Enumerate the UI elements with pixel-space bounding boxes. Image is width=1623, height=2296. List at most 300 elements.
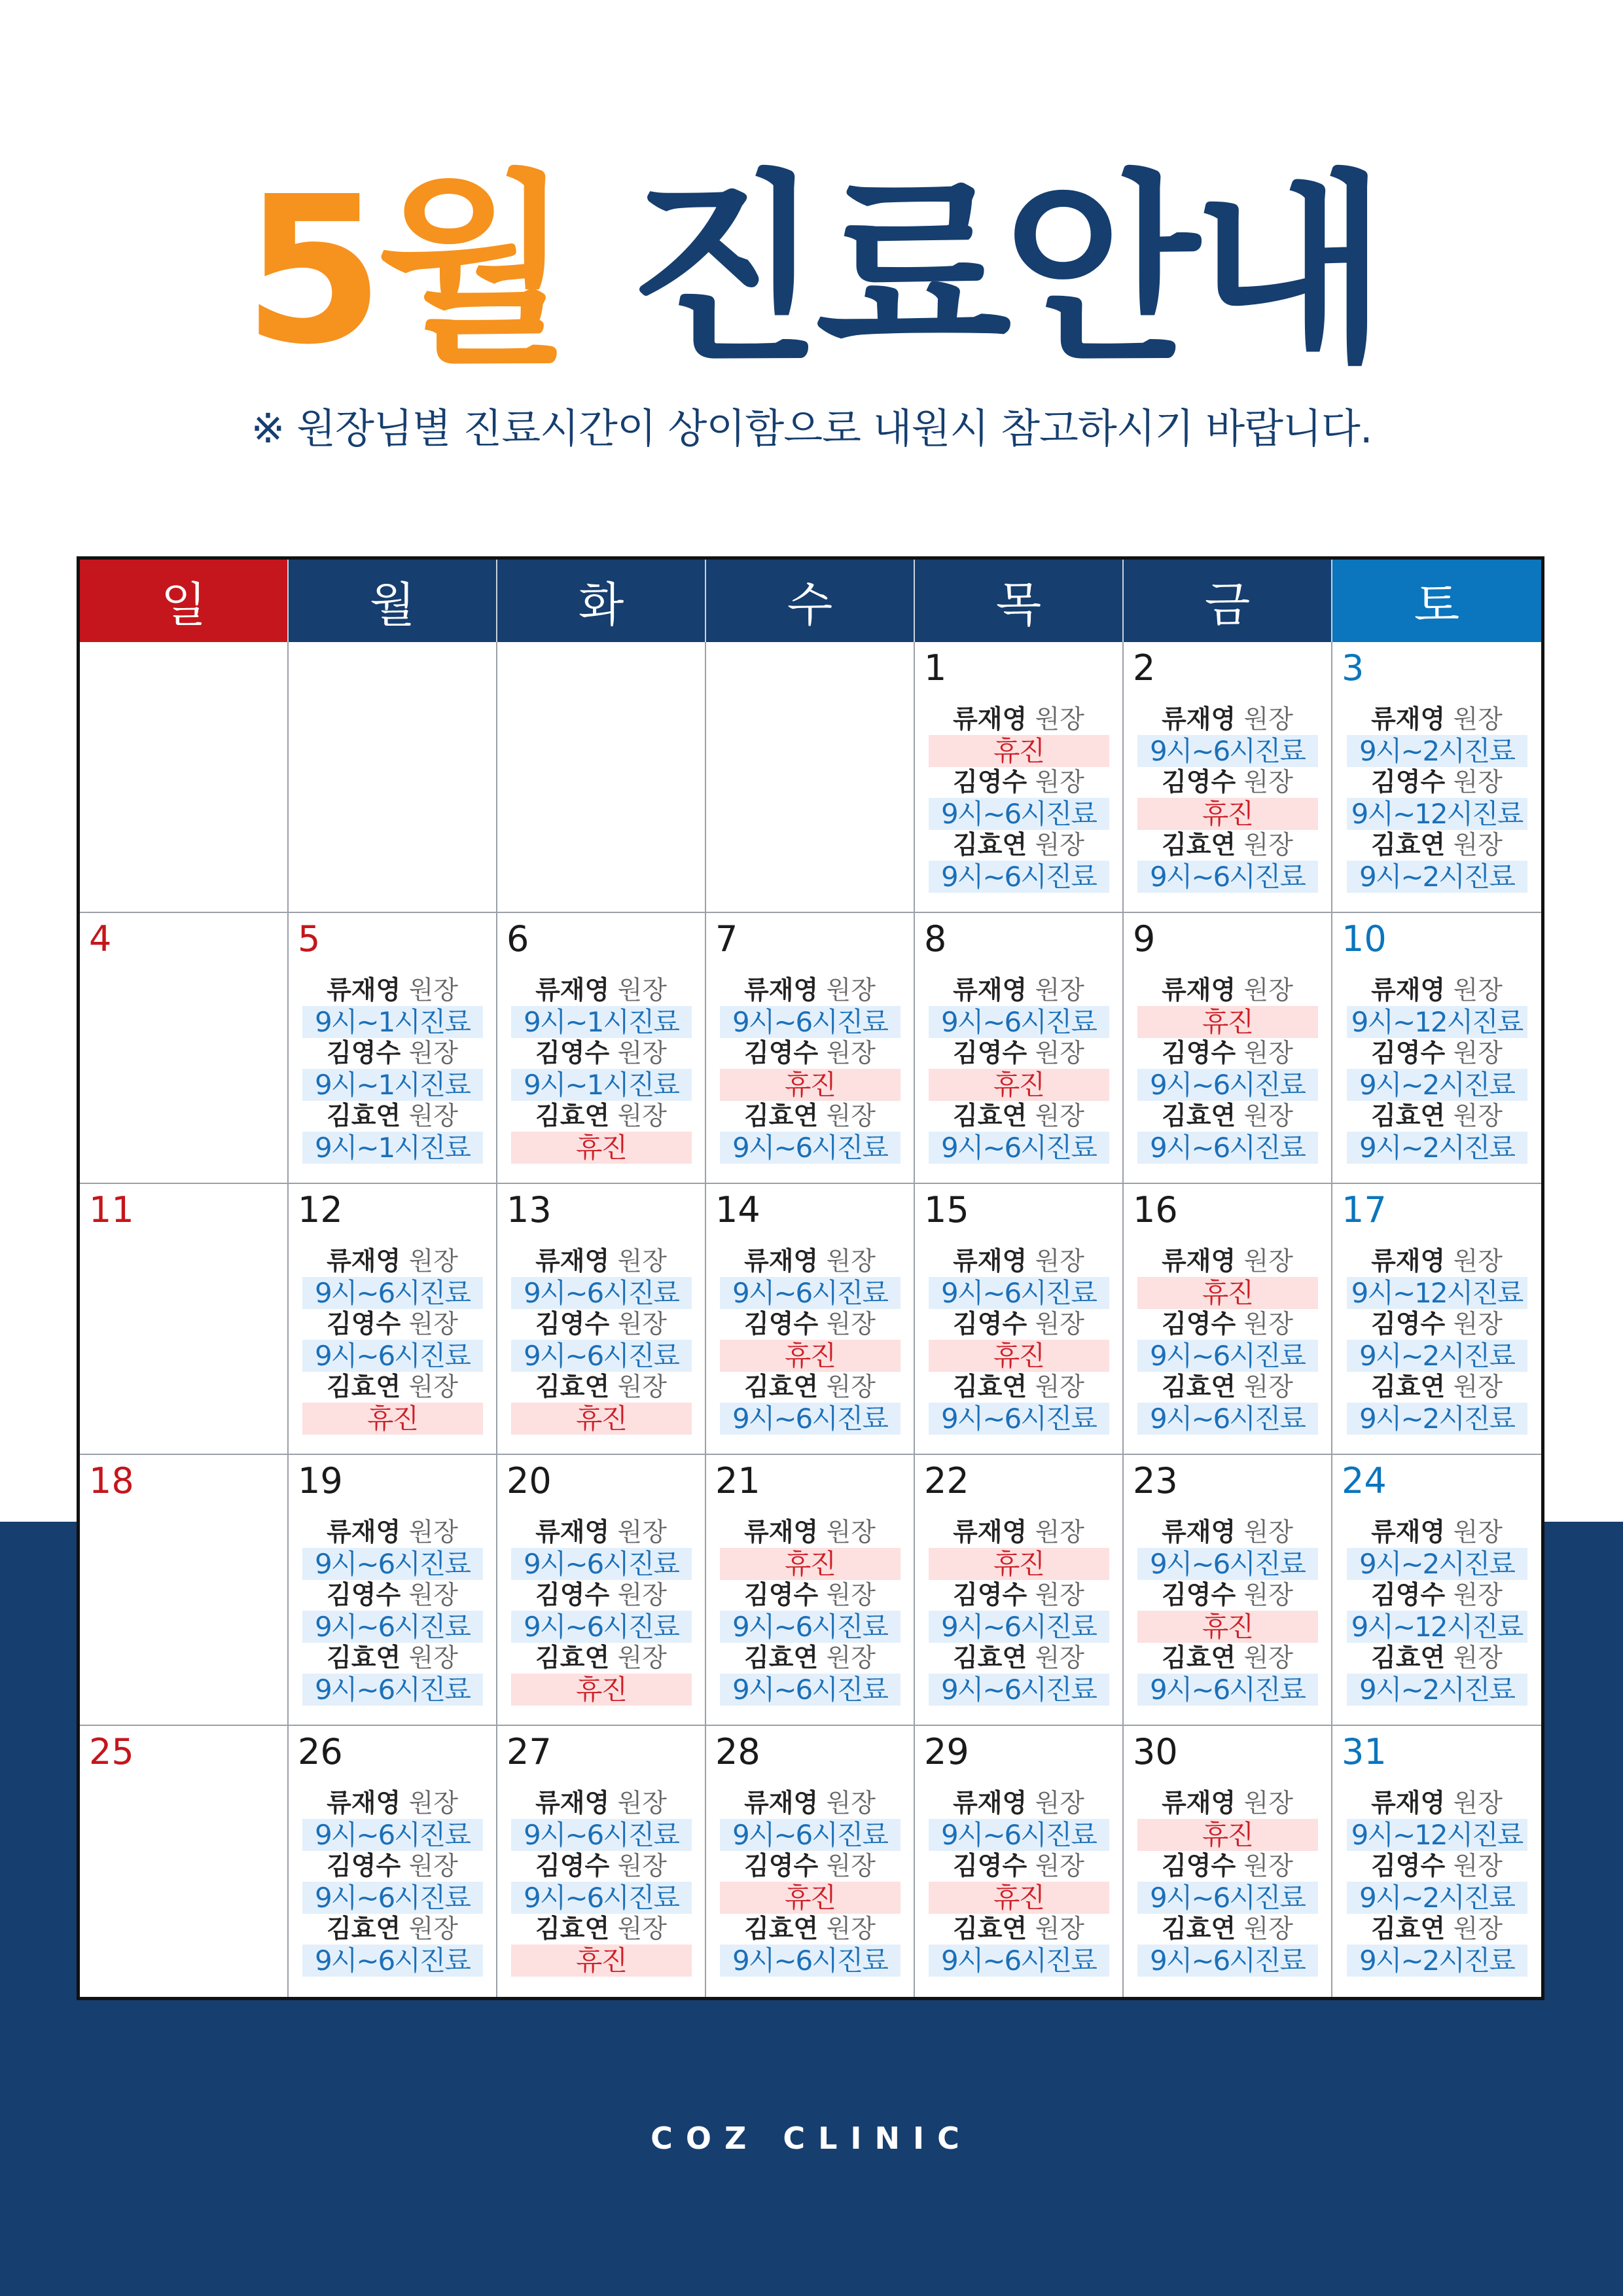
doctor-title: 원장 bbox=[408, 1852, 458, 1881]
doctor-name: 김효연 bbox=[953, 831, 1027, 860]
calendar-day-cell bbox=[1124, 1184, 1332, 1455]
day-number: 10 bbox=[1342, 918, 1387, 960]
doctor-schedule-list bbox=[706, 1517, 914, 1706]
day-number: 31 bbox=[1342, 1731, 1387, 1772]
hours-badge: 9시~12시진료 bbox=[1347, 798, 1527, 830]
doctor-label bbox=[327, 1038, 458, 1069]
closed-badge: 휴진 bbox=[1137, 1277, 1318, 1309]
doctor-label bbox=[327, 1788, 458, 1819]
doctor-label bbox=[953, 1101, 1084, 1132]
day-number: 13 bbox=[507, 1189, 552, 1230]
doctor-name: 김영수 bbox=[535, 1581, 610, 1610]
doctor-label bbox=[1371, 1246, 1503, 1277]
doctor-label bbox=[953, 1851, 1084, 1882]
doctor-schedule-list bbox=[1124, 1788, 1331, 1977]
hours-badge: 9시~6시진료 bbox=[720, 1819, 901, 1851]
doctor-name: 김효연 bbox=[1162, 1914, 1236, 1944]
doctor-name: 김효연 bbox=[1162, 1102, 1236, 1131]
closed-badge: 휴진 bbox=[720, 1340, 901, 1372]
doctor-title: 원장 bbox=[617, 1518, 667, 1547]
doctor-title: 원장 bbox=[617, 1789, 667, 1818]
doctor-title: 원장 bbox=[1035, 1310, 1084, 1339]
doctor-entry bbox=[511, 1914, 692, 1977]
clinic-brand: COZ CLINIC bbox=[651, 2121, 972, 2156]
doctor-name: 김효연 bbox=[535, 1914, 610, 1944]
doctor-entry bbox=[720, 1851, 901, 1914]
doctor-title: 원장 bbox=[826, 976, 876, 1005]
hours-badge: 9시~2시진료 bbox=[1347, 1548, 1527, 1580]
doctor-label bbox=[1371, 767, 1503, 798]
doctor-title: 원장 bbox=[1035, 1102, 1084, 1131]
hours-badge: 9시~6시진료 bbox=[1137, 1403, 1318, 1435]
doctor-label bbox=[535, 1246, 667, 1277]
doctor-title: 원장 bbox=[1453, 1581, 1503, 1610]
hours-badge: 9시~6시진료 bbox=[302, 1945, 483, 1977]
doctor-name: 김영수 bbox=[1371, 768, 1446, 797]
doctor-entry bbox=[1347, 1643, 1527, 1706]
doctor-entry bbox=[511, 1246, 692, 1309]
hours-badge: 9시~1시진료 bbox=[511, 1006, 692, 1038]
doctor-name: 류재영 bbox=[953, 976, 1027, 1005]
doctor-entry bbox=[720, 1914, 901, 1977]
doctor-title: 원장 bbox=[1453, 1643, 1503, 1673]
calendar-day-cell bbox=[706, 1726, 915, 1997]
doctor-name: 김영수 bbox=[535, 1039, 610, 1068]
day-number: 18 bbox=[89, 1460, 134, 1501]
day-number: 22 bbox=[924, 1460, 969, 1501]
doctor-label bbox=[535, 1580, 667, 1611]
closed-badge: 휴진 bbox=[1137, 1819, 1318, 1851]
doctor-name: 김효연 bbox=[953, 1102, 1027, 1131]
hours-badge: 9시~6시진료 bbox=[1137, 1945, 1318, 1977]
doctor-title: 원장 bbox=[617, 1102, 667, 1131]
hours-badge: 9시~2시진료 bbox=[1347, 1132, 1527, 1164]
hours-badge: 9시~6시진료 bbox=[302, 1277, 483, 1309]
hours-badge: 9시~2시진료 bbox=[1347, 1674, 1527, 1706]
doctor-label bbox=[535, 1038, 667, 1069]
doctor-title: 원장 bbox=[408, 1789, 458, 1818]
doctor-name: 김영수 bbox=[1162, 1852, 1236, 1881]
doctor-name: 김효연 bbox=[1371, 1914, 1446, 1944]
doctor-title: 원장 bbox=[1243, 1581, 1293, 1610]
doctor-name: 류재영 bbox=[535, 976, 610, 1005]
doctor-name: 김효연 bbox=[327, 1914, 401, 1944]
doctor-label bbox=[535, 1372, 667, 1403]
doctor-entry bbox=[511, 1788, 692, 1851]
doctor-entry bbox=[720, 1788, 901, 1851]
doctor-schedule-list bbox=[289, 1517, 496, 1706]
doctor-label bbox=[1162, 975, 1293, 1006]
doctor-title: 원장 bbox=[826, 1102, 876, 1131]
calendar-day-cell bbox=[497, 1184, 706, 1455]
hours-badge: 9시~2시진료 bbox=[1347, 1882, 1527, 1914]
doctor-name: 김효연 bbox=[744, 1643, 819, 1673]
doctor-name: 류재영 bbox=[327, 1518, 401, 1547]
calendar-day-cell bbox=[1124, 642, 1332, 913]
doctor-entry bbox=[1137, 767, 1318, 830]
hours-badge: 9시~6시진료 bbox=[720, 1277, 901, 1309]
doctor-name: 김효연 bbox=[535, 1372, 610, 1402]
doctor-title: 원장 bbox=[1035, 1518, 1084, 1547]
calendar-day-cell bbox=[706, 642, 915, 913]
doctor-name: 김효연 bbox=[953, 1372, 1027, 1402]
calendar-day-cell bbox=[289, 642, 497, 913]
doctor-title: 원장 bbox=[826, 1518, 876, 1547]
doctor-label bbox=[953, 830, 1084, 861]
doctor-name: 김영수 bbox=[535, 1852, 610, 1881]
doctor-title: 원장 bbox=[826, 1852, 876, 1881]
doctor-name: 김효연 bbox=[327, 1372, 401, 1402]
doctor-entry bbox=[1137, 1101, 1318, 1164]
doctor-entry bbox=[1347, 1101, 1527, 1164]
weekday-header-fri: 금 bbox=[1124, 560, 1332, 642]
calendar-day-cell bbox=[497, 1726, 706, 1997]
calendar-day-cell bbox=[289, 1726, 497, 1997]
doctor-name: 김영수 bbox=[953, 768, 1027, 797]
doctor-name: 김영수 bbox=[327, 1581, 401, 1610]
doctor-entry bbox=[929, 767, 1109, 830]
doctor-name: 김영수 bbox=[744, 1581, 819, 1610]
doctor-entry bbox=[929, 1517, 1109, 1580]
hours-badge: 9시~6시진료 bbox=[1137, 861, 1318, 893]
doctor-name: 김효연 bbox=[953, 1643, 1027, 1673]
doctor-title: 원장 bbox=[826, 1247, 876, 1276]
doctor-title: 원장 bbox=[1243, 1310, 1293, 1339]
hours-badge: 9시~2시진료 bbox=[1347, 1069, 1527, 1101]
doctor-name: 류재영 bbox=[744, 1247, 819, 1276]
closed-badge: 휴진 bbox=[929, 1548, 1109, 1580]
doctor-title: 원장 bbox=[1243, 768, 1293, 797]
doctor-name: 류재영 bbox=[953, 1247, 1027, 1276]
doctor-name: 김효연 bbox=[1162, 1372, 1236, 1402]
hours-badge: 9시~6시진료 bbox=[302, 1340, 483, 1372]
doctor-name: 류재영 bbox=[953, 1789, 1027, 1818]
doctor-name: 김영수 bbox=[953, 1852, 1027, 1881]
doctor-title: 원장 bbox=[408, 1643, 458, 1673]
doctor-entry bbox=[1137, 1914, 1318, 1977]
hours-badge: 9시~1시진료 bbox=[511, 1069, 692, 1101]
doctor-label bbox=[535, 1788, 667, 1819]
doctor-entry bbox=[1347, 830, 1527, 893]
doctor-title: 원장 bbox=[826, 1581, 876, 1610]
doctor-name: 김영수 bbox=[1371, 1310, 1446, 1339]
schedule-calendar bbox=[77, 556, 1544, 2000]
doctor-label bbox=[953, 1643, 1084, 1674]
calendar-day-cell bbox=[915, 1726, 1124, 1997]
closed-badge: 휴진 bbox=[720, 1069, 901, 1101]
hours-badge: 9시~2시진료 bbox=[1347, 1340, 1527, 1372]
doctor-label bbox=[953, 704, 1084, 735]
doctor-schedule-list bbox=[1124, 975, 1331, 1164]
doctor-title: 원장 bbox=[1243, 1247, 1293, 1276]
doctor-label bbox=[953, 1914, 1084, 1945]
hours-badge: 9시~6시진료 bbox=[929, 798, 1109, 830]
doctor-label bbox=[744, 1372, 876, 1403]
doctor-title: 원장 bbox=[617, 976, 667, 1005]
doctor-label bbox=[1371, 1788, 1503, 1819]
hours-badge: 9시~6시진료 bbox=[929, 1006, 1109, 1038]
doctor-entry bbox=[1137, 1580, 1318, 1643]
doctor-label bbox=[1371, 1517, 1503, 1548]
doctor-entry bbox=[929, 1788, 1109, 1851]
doctor-title: 원장 bbox=[1035, 1581, 1084, 1610]
doctor-title: 원장 bbox=[1453, 1039, 1503, 1068]
doctor-entry bbox=[929, 1914, 1109, 1977]
doctor-label bbox=[327, 975, 458, 1006]
doctor-label bbox=[1162, 767, 1293, 798]
doctor-schedule-list bbox=[497, 1517, 705, 1706]
doctor-entry bbox=[929, 1038, 1109, 1101]
doctor-name: 류재영 bbox=[1371, 1789, 1446, 1818]
calendar-day-cell bbox=[1332, 642, 1541, 913]
doctor-name: 류재영 bbox=[327, 1247, 401, 1276]
doctor-entry bbox=[929, 1101, 1109, 1164]
doctor-entry bbox=[1347, 975, 1527, 1038]
day-number: 9 bbox=[1133, 918, 1156, 960]
doctor-label bbox=[327, 1309, 458, 1340]
doctor-entry bbox=[1347, 1372, 1527, 1435]
doctor-entry bbox=[1347, 767, 1527, 830]
doctor-label bbox=[327, 1580, 458, 1611]
doctor-entry bbox=[929, 830, 1109, 893]
doctor-label bbox=[1371, 1580, 1503, 1611]
doctor-label bbox=[744, 1851, 876, 1882]
hours-badge: 9시~12시진료 bbox=[1347, 1819, 1527, 1851]
hours-badge: 9시~6시진료 bbox=[511, 1277, 692, 1309]
hours-badge: 9시~6시진료 bbox=[511, 1611, 692, 1643]
doctor-schedule-list bbox=[289, 1246, 496, 1435]
doctor-label bbox=[953, 1517, 1084, 1548]
doctor-name: 류재영 bbox=[1371, 705, 1446, 734]
day-number: 20 bbox=[507, 1460, 552, 1501]
doctor-label bbox=[1371, 830, 1503, 861]
doctor-schedule-list bbox=[915, 704, 1122, 893]
doctor-name: 김효연 bbox=[327, 1643, 401, 1673]
doctor-label bbox=[327, 1851, 458, 1882]
calendar-day-cell bbox=[915, 1455, 1124, 1726]
doctor-title: 원장 bbox=[1035, 1789, 1084, 1818]
doctor-title: 원장 bbox=[1035, 1643, 1084, 1673]
hours-badge: 9시~6시진료 bbox=[720, 1611, 901, 1643]
doctor-title: 원장 bbox=[1243, 1372, 1293, 1402]
doctor-entry bbox=[720, 1580, 901, 1643]
doctor-schedule-list bbox=[1332, 1517, 1541, 1706]
hours-badge: 9시~12시진료 bbox=[1347, 1006, 1527, 1038]
doctor-entry bbox=[929, 1246, 1109, 1309]
doctor-entry bbox=[302, 1517, 483, 1580]
doctor-entry bbox=[720, 1101, 901, 1164]
closed-badge: 휴진 bbox=[1137, 1006, 1318, 1038]
calendar-day-cell bbox=[497, 642, 706, 913]
weekday-header-tue: 화 bbox=[497, 560, 706, 642]
doctor-entry bbox=[1137, 1643, 1318, 1706]
doctor-label bbox=[327, 1246, 458, 1277]
doctor-name: 류재영 bbox=[953, 1518, 1027, 1547]
doctor-entry bbox=[929, 1580, 1109, 1643]
doctor-title: 원장 bbox=[617, 1372, 667, 1402]
doctor-entry bbox=[511, 1372, 692, 1435]
doctor-schedule-list bbox=[1332, 1246, 1541, 1435]
closed-badge: 휴진 bbox=[929, 1882, 1109, 1914]
hours-badge: 9시~6시진료 bbox=[929, 1611, 1109, 1643]
hours-badge: 9시~6시진료 bbox=[302, 1611, 483, 1643]
day-number: 25 bbox=[89, 1731, 134, 1772]
doctor-label bbox=[744, 1788, 876, 1819]
day-number: 7 bbox=[715, 918, 738, 960]
doctor-label bbox=[327, 1517, 458, 1548]
doctor-label bbox=[1162, 704, 1293, 735]
doctor-entry bbox=[1137, 704, 1318, 767]
doctor-entry bbox=[1137, 830, 1318, 893]
doctor-name: 류재영 bbox=[953, 705, 1027, 734]
doctor-entry bbox=[302, 1788, 483, 1851]
doctor-name: 김효연 bbox=[1371, 1643, 1446, 1673]
doctor-label bbox=[1371, 1914, 1503, 1945]
day-number: 15 bbox=[924, 1189, 969, 1230]
weekday-header-row bbox=[80, 560, 1541, 642]
doctor-schedule-list bbox=[497, 1788, 705, 1977]
doctor-name: 김영수 bbox=[744, 1039, 819, 1068]
doctor-schedule-list bbox=[289, 975, 496, 1164]
hours-badge: 9시~6시진료 bbox=[302, 1882, 483, 1914]
doctor-entry bbox=[302, 1309, 483, 1372]
doctor-label bbox=[1162, 1788, 1293, 1819]
doctor-schedule-list bbox=[915, 1517, 1122, 1706]
doctor-title: 원장 bbox=[408, 1518, 458, 1547]
doctor-name: 김영수 bbox=[1162, 1310, 1236, 1339]
doctor-label bbox=[535, 1851, 667, 1882]
closed-badge: 휴진 bbox=[929, 1340, 1109, 1372]
doctor-entry bbox=[511, 1643, 692, 1706]
doctor-label bbox=[535, 1643, 667, 1674]
doctor-title: 원장 bbox=[617, 1914, 667, 1944]
doctor-name: 류재영 bbox=[1162, 1789, 1236, 1818]
hours-badge: 9시~6시진료 bbox=[1137, 1548, 1318, 1580]
doctor-entry bbox=[1137, 975, 1318, 1038]
hours-badge: 9시~6시진료 bbox=[720, 1945, 901, 1977]
hours-badge: 9시~6시진료 bbox=[929, 1403, 1109, 1435]
doctor-entry bbox=[302, 1372, 483, 1435]
doctor-title: 원장 bbox=[408, 976, 458, 1005]
calendar-day-cell bbox=[289, 1455, 497, 1726]
doctor-label bbox=[1371, 704, 1503, 735]
hours-badge: 9시~6시진료 bbox=[302, 1674, 483, 1706]
calendar-day-cell bbox=[706, 913, 915, 1184]
doctor-title: 원장 bbox=[826, 1372, 876, 1402]
doctor-entry bbox=[302, 1851, 483, 1914]
doctor-name: 류재영 bbox=[1162, 705, 1236, 734]
doctor-name: 김영수 bbox=[1371, 1581, 1446, 1610]
doctor-entry bbox=[1137, 1372, 1318, 1435]
doctor-schedule-list bbox=[1124, 1246, 1331, 1435]
doctor-name: 류재영 bbox=[744, 976, 819, 1005]
doctor-title: 원장 bbox=[1453, 1518, 1503, 1547]
doctor-title: 원장 bbox=[617, 1581, 667, 1610]
hours-badge: 9시~6시진료 bbox=[1137, 1340, 1318, 1372]
day-number: 29 bbox=[924, 1731, 969, 1772]
doctor-label bbox=[1162, 1517, 1293, 1548]
doctor-title: 원장 bbox=[1453, 1310, 1503, 1339]
doctor-entry bbox=[1137, 1517, 1318, 1580]
closed-badge: 휴진 bbox=[511, 1132, 692, 1164]
calendar-day-cell bbox=[80, 642, 289, 913]
doctor-entry bbox=[720, 1309, 901, 1372]
doctor-name: 류재영 bbox=[1162, 1518, 1236, 1547]
doctor-name: 김효연 bbox=[1371, 1102, 1446, 1131]
doctor-title: 원장 bbox=[1035, 1039, 1084, 1068]
doctor-entry bbox=[1137, 1309, 1318, 1372]
closed-badge: 휴진 bbox=[511, 1674, 692, 1706]
day-number: 19 bbox=[298, 1460, 343, 1501]
hours-badge: 9시~2시진료 bbox=[1347, 861, 1527, 893]
doctor-name: 김효연 bbox=[953, 1914, 1027, 1944]
doctor-schedule-list bbox=[915, 1246, 1122, 1435]
doctor-label bbox=[1162, 1914, 1293, 1945]
doctor-label bbox=[744, 975, 876, 1006]
doctor-name: 류재영 bbox=[1371, 1518, 1446, 1547]
doctor-entry bbox=[720, 1038, 901, 1101]
hours-badge: 9시~6시진료 bbox=[302, 1548, 483, 1580]
doctor-name: 류재영 bbox=[744, 1518, 819, 1547]
doctor-label bbox=[744, 1580, 876, 1611]
day-number: 2 bbox=[1133, 647, 1156, 689]
doctor-entry bbox=[1347, 1580, 1527, 1643]
doctor-label bbox=[1162, 1372, 1293, 1403]
day-number: 11 bbox=[89, 1189, 134, 1230]
doctor-name: 김효연 bbox=[535, 1643, 610, 1673]
doctor-name: 류재영 bbox=[1371, 1247, 1446, 1276]
hours-badge: 9시~6시진료 bbox=[511, 1882, 692, 1914]
closed-badge: 휴진 bbox=[1137, 1611, 1318, 1643]
doctor-schedule-list bbox=[1332, 704, 1541, 893]
doctor-label bbox=[744, 1914, 876, 1945]
day-number: 23 bbox=[1133, 1460, 1178, 1501]
day-number: 4 bbox=[89, 918, 112, 960]
doctor-label bbox=[744, 1101, 876, 1132]
doctor-label bbox=[1162, 1309, 1293, 1340]
doctor-label bbox=[953, 1372, 1084, 1403]
hours-badge: 9시~6시진료 bbox=[720, 1006, 901, 1038]
doctor-entry bbox=[1347, 1309, 1527, 1372]
doctor-schedule-list bbox=[1124, 1517, 1331, 1706]
doctor-entry bbox=[1137, 1246, 1318, 1309]
doctor-schedule-list bbox=[1124, 704, 1331, 893]
doctor-name: 김영수 bbox=[953, 1039, 1027, 1068]
calendar-day-cell bbox=[1332, 1455, 1541, 1726]
doctor-schedule-list bbox=[497, 975, 705, 1164]
hours-badge: 9시~12시진료 bbox=[1347, 1277, 1527, 1309]
doctor-title: 원장 bbox=[617, 1643, 667, 1673]
doctor-label bbox=[535, 1101, 667, 1132]
doctor-name: 류재영 bbox=[327, 1789, 401, 1818]
doctor-schedule-list bbox=[289, 1788, 496, 1977]
doctor-title: 원장 bbox=[826, 1914, 876, 1944]
doctor-label bbox=[1371, 1643, 1503, 1674]
doctor-name: 류재영 bbox=[1371, 976, 1446, 1005]
doctor-title: 원장 bbox=[617, 1852, 667, 1881]
doctor-title: 원장 bbox=[1453, 705, 1503, 734]
hours-badge: 9시~12시진료 bbox=[1347, 1611, 1527, 1643]
calendar-day-cell bbox=[1332, 913, 1541, 1184]
calendar-day-cell bbox=[915, 1184, 1124, 1455]
doctor-name: 김영수 bbox=[1371, 1852, 1446, 1881]
closed-badge: 휴진 bbox=[929, 1069, 1109, 1101]
calendar-day-cell bbox=[289, 913, 497, 1184]
day-number: 8 bbox=[924, 918, 947, 960]
doctor-name: 김영수 bbox=[953, 1581, 1027, 1610]
doctor-label bbox=[953, 975, 1084, 1006]
hours-badge: 9시~6시진료 bbox=[1137, 735, 1318, 767]
